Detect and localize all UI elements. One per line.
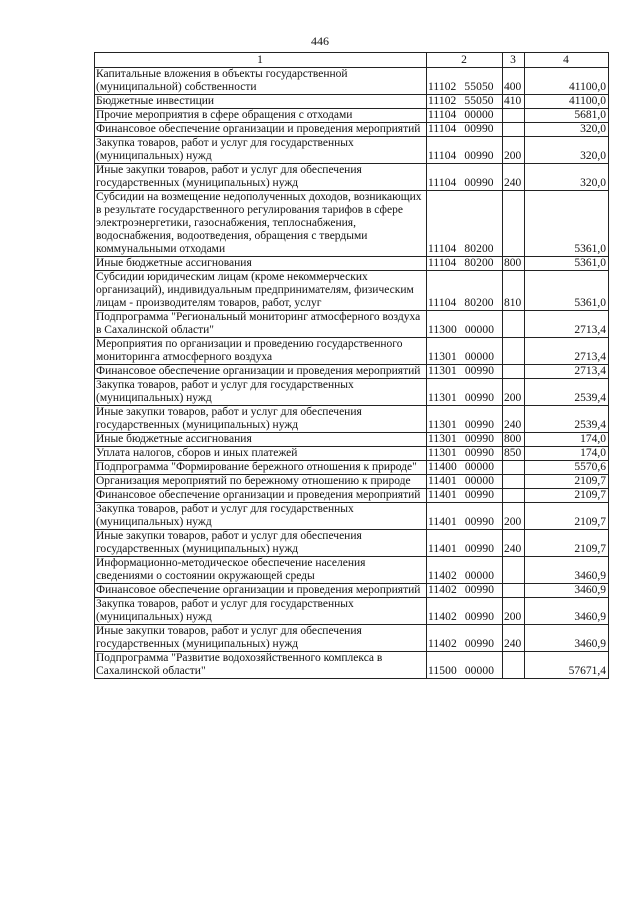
row-target-code bbox=[427, 557, 503, 584]
row-code-program: 11104 bbox=[428, 297, 457, 309]
row-code-direction: 00990 bbox=[464, 638, 495, 650]
row-expense-type bbox=[503, 123, 525, 137]
row-target-code bbox=[427, 68, 503, 95]
row-code-direction: 00990 bbox=[464, 123, 494, 135]
row-target-code bbox=[427, 475, 503, 489]
row-target-code bbox=[427, 530, 503, 557]
row-code-program: 11104 bbox=[428, 109, 457, 121]
row-expense-type: 240 bbox=[503, 406, 525, 433]
page-number: 446 bbox=[311, 34, 329, 48]
row-target-code bbox=[427, 95, 503, 109]
row-amount: 3460,9 bbox=[525, 584, 609, 598]
table-row bbox=[95, 489, 609, 503]
row-code-direction: 00990 bbox=[464, 365, 495, 377]
table-row bbox=[95, 652, 609, 679]
row-name: Иные закупки товаров, работ и услуг для обеспечения государственных (муниципальных) нужд bbox=[95, 530, 427, 557]
row-target-code bbox=[427, 164, 503, 191]
row-expense-type bbox=[503, 191, 525, 257]
row-code-direction: 00990 bbox=[464, 419, 495, 431]
table-row bbox=[95, 379, 609, 406]
table-row bbox=[95, 461, 609, 475]
row-code-program: 11401 bbox=[428, 475, 457, 487]
row-amount: 5681,0 bbox=[525, 109, 609, 123]
table-row bbox=[95, 164, 609, 191]
row-target-code bbox=[427, 447, 503, 461]
row-expense-type: 410 bbox=[503, 95, 525, 109]
row-amount: 3460,9 bbox=[525, 557, 609, 584]
row-name: Информационно-методическое обеспечение населения сведениями о состоянии окружающей среды bbox=[95, 557, 427, 584]
row-code-program: 11301 bbox=[428, 419, 457, 431]
row-code-direction: 00990 bbox=[464, 516, 495, 528]
row-code-program: 11301 bbox=[428, 365, 457, 377]
row-code-direction: 00990 bbox=[464, 433, 495, 445]
table-row bbox=[95, 598, 609, 625]
row-name: Подпрограмма "Формирование бережного отношения к природе" bbox=[95, 461, 427, 475]
row-code-direction: 00990 bbox=[464, 584, 495, 596]
row-expense-type bbox=[503, 365, 525, 379]
row-code-direction: 00990 bbox=[464, 150, 494, 162]
row-expense-type bbox=[503, 652, 525, 679]
row-target-code bbox=[427, 137, 503, 164]
table-row bbox=[95, 137, 609, 164]
row-expense-type: 800 bbox=[503, 433, 525, 447]
row-target-code bbox=[427, 109, 503, 123]
row-code-direction: 00000 bbox=[464, 461, 495, 473]
row-name: Подпрограмма "Региональный мониторинг атмосферного воздуха в Сахалинской области" bbox=[95, 311, 427, 338]
row-code-direction: 55050 bbox=[464, 81, 494, 93]
row-amount: 3460,9 bbox=[525, 625, 609, 652]
table-row bbox=[95, 503, 609, 530]
row-code-program: 11104 bbox=[428, 177, 457, 189]
row-amount: 2713,4 bbox=[525, 338, 609, 365]
row-code-direction: 00000 bbox=[464, 324, 495, 336]
row-name: Закупка товаров, работ и услуг для государственных (муниципальных) нужд bbox=[95, 137, 427, 164]
row-code-program: 11401 bbox=[428, 543, 457, 555]
row-target-code bbox=[427, 338, 503, 365]
row-amount: 2109,7 bbox=[525, 503, 609, 530]
table-row bbox=[95, 68, 609, 95]
row-name: Финансовое обеспечение организации и проведения мероприятий bbox=[95, 489, 427, 503]
table-row bbox=[95, 257, 609, 271]
row-expense-type: 400 bbox=[503, 68, 525, 95]
row-name: Субсидии на возмещение недополученных доходов, возникающих в результате государственного регулирования тарифов в сфере электроэнергетики, газоснабжения, теплоснабжения, водоснабжения, водоотведения, обращения с твердыми коммунальными отходами bbox=[95, 191, 427, 257]
row-target-code bbox=[427, 503, 503, 530]
budget-table bbox=[94, 52, 609, 679]
row-code-direction: 00990 bbox=[464, 489, 495, 501]
row-target-code bbox=[427, 598, 503, 625]
row-amount: 174,0 bbox=[525, 447, 609, 461]
row-amount: 2713,4 bbox=[525, 365, 609, 379]
row-code-program: 11104 bbox=[428, 243, 457, 255]
row-code-program: 11402 bbox=[428, 584, 457, 596]
row-name: Прочие мероприятия в сфере обращения с отходами bbox=[95, 109, 427, 123]
row-expense-type: 200 bbox=[503, 137, 525, 164]
row-amount: 2713,4 bbox=[525, 311, 609, 338]
row-name: Организация мероприятий по бережному отношению к природе bbox=[95, 475, 427, 489]
row-expense-type: 240 bbox=[503, 530, 525, 557]
row-expense-type: 800 bbox=[503, 257, 525, 271]
row-expense-type: 240 bbox=[503, 164, 525, 191]
table-row bbox=[95, 475, 609, 489]
table-row bbox=[95, 365, 609, 379]
row-amount: 2109,7 bbox=[525, 475, 609, 489]
row-name: Закупка товаров, работ и услуг для государственных (муниципальных) нужд bbox=[95, 503, 427, 530]
row-name: Закупка товаров, работ и услуг для государственных (муниципальных) нужд bbox=[95, 598, 427, 625]
row-name: Иные закупки товаров, работ и услуг для обеспечения государственных (муниципальных) нужд bbox=[95, 406, 427, 433]
row-amount: 41100,0 bbox=[525, 68, 609, 95]
row-code-program: 11104 bbox=[428, 150, 457, 162]
row-target-code bbox=[427, 257, 503, 271]
row-expense-type: 200 bbox=[503, 598, 525, 625]
column-header-4: 4 bbox=[525, 53, 609, 68]
table-row bbox=[95, 557, 609, 584]
row-amount: 320,0 bbox=[525, 123, 609, 137]
row-name: Финансовое обеспечение организации и проведения мероприятий bbox=[95, 365, 427, 379]
row-code-program: 11102 bbox=[428, 81, 457, 93]
row-name: Капитальные вложения в объекты государственной (муниципальной) собственности bbox=[95, 68, 427, 95]
row-target-code bbox=[427, 311, 503, 338]
row-name: Бюджетные инвестиции bbox=[95, 95, 427, 109]
row-expense-type: 240 bbox=[503, 625, 525, 652]
row-expense-type bbox=[503, 338, 525, 365]
row-expense-type bbox=[503, 109, 525, 123]
row-code-program: 11402 bbox=[428, 570, 457, 582]
row-expense-type: 810 bbox=[503, 271, 525, 311]
row-code-direction: 00000 bbox=[464, 570, 495, 582]
row-code-program: 11301 bbox=[428, 433, 457, 445]
row-name: Закупка товаров, работ и услуг для государственных (муниципальных) нужд bbox=[95, 379, 427, 406]
row-code-direction: 00000 bbox=[464, 665, 495, 677]
row-amount: 5361,0 bbox=[525, 191, 609, 257]
row-expense-type: 850 bbox=[503, 447, 525, 461]
row-code-direction: 00990 bbox=[464, 177, 494, 189]
row-expense-type bbox=[503, 489, 525, 503]
row-amount: 174,0 bbox=[525, 433, 609, 447]
table-row bbox=[95, 584, 609, 598]
row-amount: 5361,0 bbox=[525, 271, 609, 311]
table-row bbox=[95, 311, 609, 338]
table-row bbox=[95, 271, 609, 311]
table-row bbox=[95, 338, 609, 365]
row-target-code bbox=[427, 365, 503, 379]
row-code-program: 11402 bbox=[428, 638, 457, 650]
row-code-program: 11104 bbox=[428, 123, 457, 135]
row-expense-type: 200 bbox=[503, 379, 525, 406]
row-name: Иные закупки товаров, работ и услуг для обеспечения государственных (муниципальных) нужд bbox=[95, 164, 427, 191]
row-target-code bbox=[427, 652, 503, 679]
column-header-3: 3 bbox=[503, 53, 525, 68]
row-name: Иные закупки товаров, работ и услуг для обеспечения государственных (муниципальных) нужд bbox=[95, 625, 427, 652]
table-row bbox=[95, 123, 609, 137]
row-target-code bbox=[427, 406, 503, 433]
row-amount: 5361,0 bbox=[525, 257, 609, 271]
row-code-direction: 80200 bbox=[464, 243, 494, 255]
row-amount: 41100,0 bbox=[525, 95, 609, 109]
row-code-direction: 00990 bbox=[464, 392, 495, 404]
table-row bbox=[95, 433, 609, 447]
row-code-program: 11104 bbox=[428, 257, 457, 269]
row-code-program: 11102 bbox=[428, 95, 457, 107]
row-code-program: 11301 bbox=[428, 392, 457, 404]
row-amount: 2539,4 bbox=[525, 406, 609, 433]
table-row bbox=[95, 406, 609, 433]
row-code-direction: 00000 bbox=[464, 351, 495, 363]
table-header-row bbox=[95, 53, 609, 68]
row-amount: 320,0 bbox=[525, 137, 609, 164]
row-name: Подпрограмма "Развитие водохозяйственного комплекса в Сахалинской области" bbox=[95, 652, 427, 679]
row-code-direction: 00990 bbox=[464, 543, 495, 555]
row-target-code bbox=[427, 461, 503, 475]
row-code-program: 11301 bbox=[428, 447, 457, 459]
row-code-program: 11300 bbox=[428, 324, 457, 336]
row-name: Иные бюджетные ассигнования bbox=[95, 433, 427, 447]
row-code-direction: 80200 bbox=[464, 297, 494, 309]
row-amount: 2109,7 bbox=[525, 530, 609, 557]
row-expense-type bbox=[503, 311, 525, 338]
table-row bbox=[95, 530, 609, 557]
row-code-program: 11401 bbox=[428, 516, 457, 528]
row-name: Уплата налогов, сборов и иных платежей bbox=[95, 447, 427, 461]
row-code-direction: 80200 bbox=[464, 257, 494, 269]
row-amount: 3460,9 bbox=[525, 598, 609, 625]
row-code-program: 11301 bbox=[428, 351, 457, 363]
row-name: Иные бюджетные ассигнования bbox=[95, 257, 427, 271]
row-target-code bbox=[427, 271, 503, 311]
row-expense-type bbox=[503, 557, 525, 584]
row-expense-type bbox=[503, 475, 525, 489]
row-target-code bbox=[427, 379, 503, 406]
row-target-code bbox=[427, 625, 503, 652]
row-code-program: 11500 bbox=[428, 665, 457, 677]
row-name: Субсидии юридическим лицам (кроме некоммерческих организаций), индивидуальным предпринимателям, физическим лицам - производителям товаров, работ, услуг bbox=[95, 271, 427, 311]
row-target-code bbox=[427, 584, 503, 598]
row-amount: 5570,6 bbox=[525, 461, 609, 475]
column-header-2: 2 bbox=[427, 53, 503, 68]
row-target-code bbox=[427, 123, 503, 137]
row-code-program: 11400 bbox=[428, 461, 457, 473]
table-row bbox=[95, 109, 609, 123]
column-header-1: 1 bbox=[95, 53, 427, 68]
row-expense-type: 200 bbox=[503, 503, 525, 530]
row-target-code bbox=[427, 489, 503, 503]
row-expense-type bbox=[503, 584, 525, 598]
row-name: Финансовое обеспечение организации и проведения мероприятий bbox=[95, 123, 427, 137]
row-code-program: 11402 bbox=[428, 611, 457, 623]
row-amount: 320,0 bbox=[525, 164, 609, 191]
table-row bbox=[95, 447, 609, 461]
row-code-direction: 00000 bbox=[464, 109, 494, 121]
row-code-direction: 00990 bbox=[464, 611, 495, 623]
row-code-direction: 00000 bbox=[464, 475, 495, 487]
row-amount: 2109,7 bbox=[525, 489, 609, 503]
table-row bbox=[95, 625, 609, 652]
table-row bbox=[95, 191, 609, 257]
row-code-direction: 55050 bbox=[464, 95, 494, 107]
row-target-code bbox=[427, 191, 503, 257]
row-amount: 57671,4 bbox=[525, 652, 609, 679]
row-code-direction: 00990 bbox=[464, 447, 495, 459]
row-target-code bbox=[427, 433, 503, 447]
row-expense-type bbox=[503, 461, 525, 475]
table-row bbox=[95, 95, 609, 109]
row-code-program: 11401 bbox=[428, 489, 457, 501]
row-amount: 2539,4 bbox=[525, 379, 609, 406]
row-name: Финансовое обеспечение организации и проведения мероприятий bbox=[95, 584, 427, 598]
row-name: Мероприятия по организации и проведению государственного мониторинга атмосферного воздуха bbox=[95, 338, 427, 365]
